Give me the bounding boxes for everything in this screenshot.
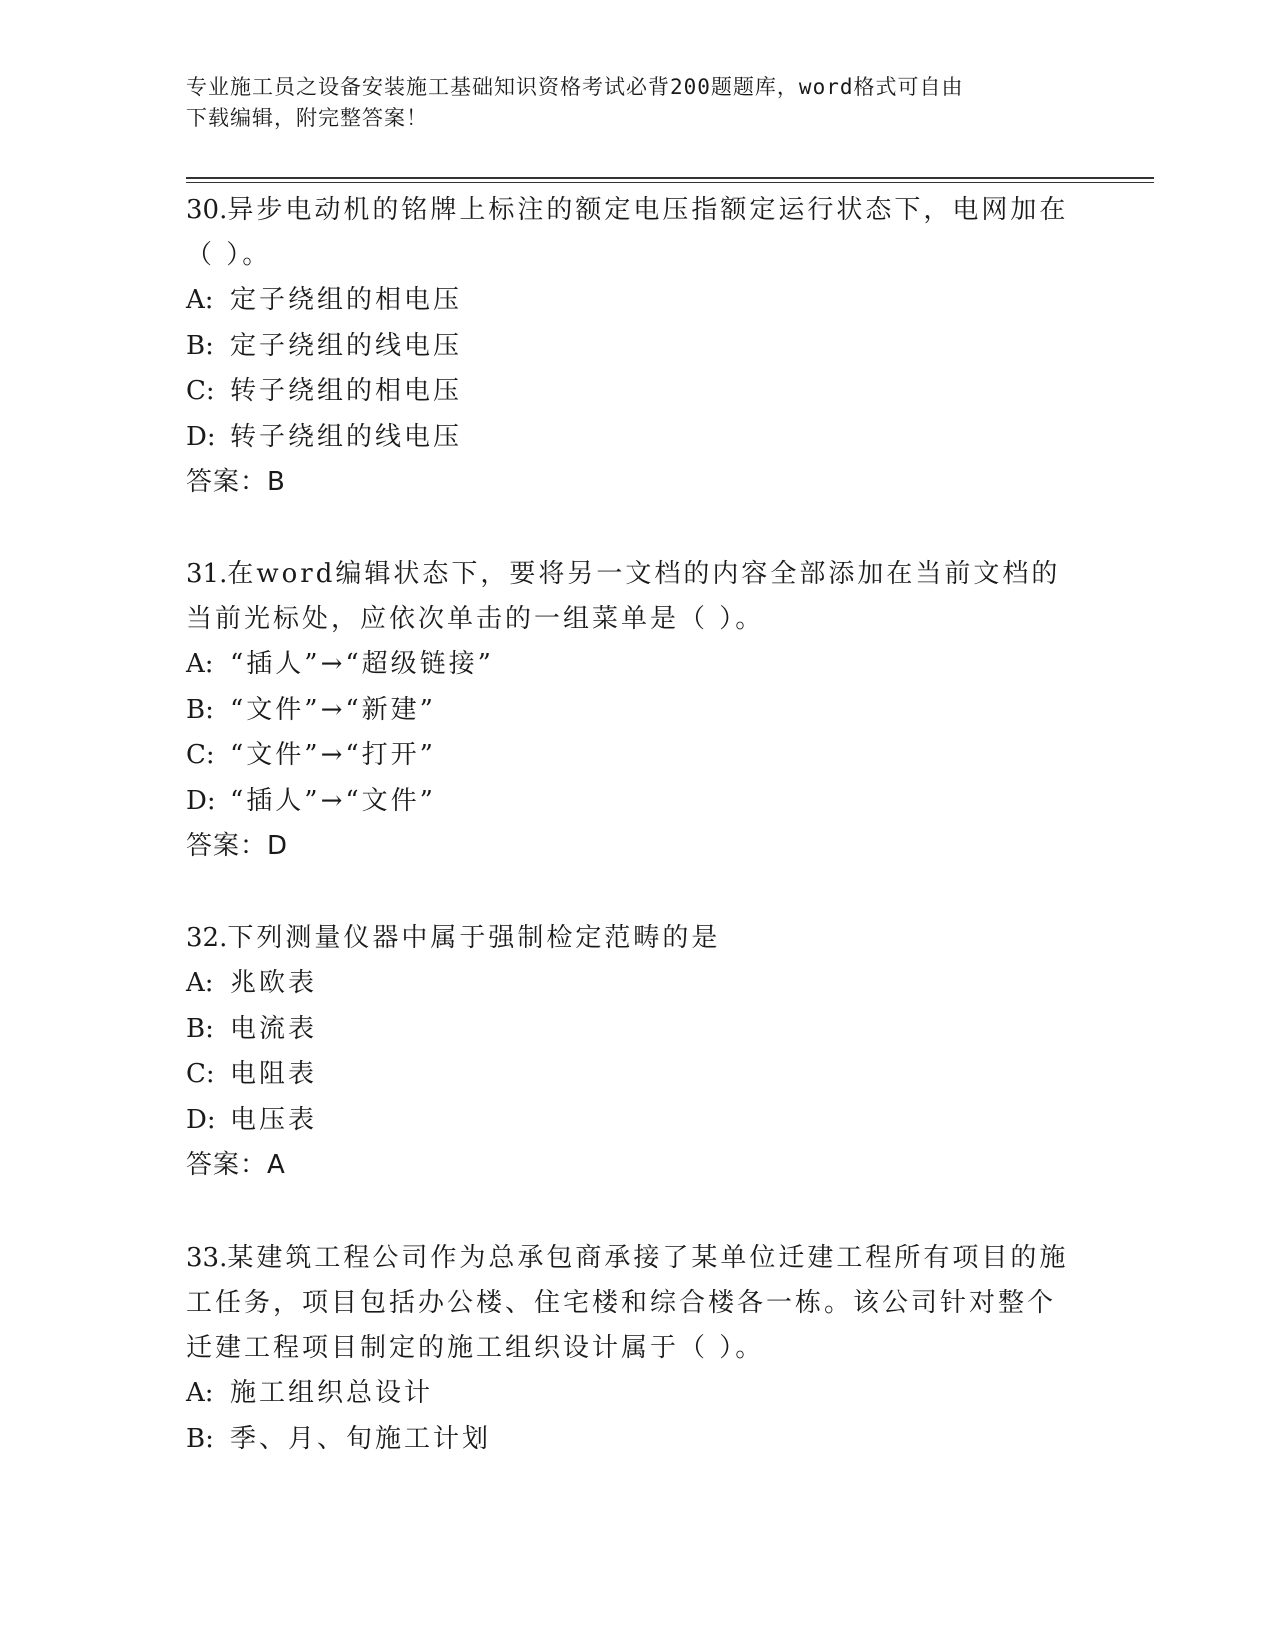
header-line-1: 专业施工员之设备安装施工基础知识资格考试必背200题题库，word格式可自由 bbox=[186, 75, 964, 99]
option-c bbox=[186, 1052, 1076, 1098]
option-letter: A: bbox=[186, 1378, 214, 1408]
option-letter: A: bbox=[186, 649, 214, 679]
header-divider-thin bbox=[186, 182, 1154, 183]
header-line-2: 下载编辑，附完整答案！ bbox=[186, 106, 428, 130]
question-stem-line-2: 当前光标处，应依次单击的一组菜单是（ ）。 bbox=[186, 604, 765, 634]
option-letter: B: bbox=[186, 1013, 214, 1044]
option-a bbox=[186, 642, 1076, 688]
option-letter: C: bbox=[186, 740, 215, 770]
option-b bbox=[186, 1007, 1076, 1053]
question-stem-line-2: （ ）。 bbox=[186, 240, 272, 270]
option-d bbox=[186, 415, 1076, 461]
question-stem-text: 异步电动机的铭牌上标注的额定电压指额定运行状态下，电网加在 bbox=[227, 195, 1069, 225]
header-divider-thick bbox=[186, 177, 1154, 179]
answer-key: 答案：A bbox=[186, 1150, 286, 1180]
question-stem-line-1 bbox=[186, 552, 1076, 597]
option-letter: D: bbox=[186, 421, 216, 452]
option-letter: B: bbox=[186, 694, 214, 725]
option-letter: A: bbox=[186, 285, 214, 315]
question-stem bbox=[186, 552, 1076, 642]
option-text: 转子绕组的线电压 bbox=[230, 421, 463, 452]
question-stem-text: 某建筑工程公司作为总承包商承接了某单位迁建工程所有项目的施 bbox=[227, 1243, 1069, 1273]
question-stem bbox=[186, 916, 1076, 961]
option-text: 电阻表 bbox=[230, 1059, 318, 1089]
option-text: 转子绕组的相电压 bbox=[230, 376, 463, 406]
option-letter: A: bbox=[186, 968, 214, 998]
question-stem-text: 在word编辑状态下，要将另一文档的内容全部添加在当前文档的 bbox=[227, 559, 1061, 589]
option-text: 季、月、旬施工计划 bbox=[230, 1423, 492, 1454]
option-c bbox=[186, 369, 1076, 415]
option-text: 电压表 bbox=[230, 1104, 318, 1135]
option-text: “插人”→“超级链接” bbox=[230, 649, 494, 679]
option-letter: D: bbox=[186, 785, 216, 816]
option-text: 定子绕组的相电压 bbox=[230, 285, 463, 315]
question-30 bbox=[186, 188, 1076, 505]
option-text: 定子绕组的线电压 bbox=[230, 330, 463, 361]
option-text: “文件”→“打开” bbox=[230, 740, 436, 770]
option-text: 兆欧表 bbox=[230, 968, 318, 998]
question-stem-text: 下列测量仪器中属于强制检定范畴的是 bbox=[227, 923, 721, 953]
answer-key: 答案：D bbox=[186, 831, 289, 861]
option-text: “插人”→“文件” bbox=[230, 785, 436, 816]
question-stem-line-3: 迁建工程项目制定的施工组织设计属于（ ）。 bbox=[186, 1333, 765, 1363]
option-b bbox=[186, 1417, 1076, 1463]
question-stem bbox=[186, 1236, 1076, 1371]
option-b bbox=[186, 688, 1076, 734]
option-letter: B: bbox=[186, 330, 214, 361]
question-stem-line-1 bbox=[186, 916, 1076, 961]
option-c bbox=[186, 733, 1076, 779]
question-31 bbox=[186, 552, 1076, 869]
option-text: “文件”→“新建” bbox=[230, 694, 436, 725]
question-stem-line-1 bbox=[186, 188, 1076, 233]
option-text: 电流表 bbox=[230, 1013, 318, 1044]
header-note bbox=[186, 72, 1066, 134]
option-a bbox=[186, 1371, 1076, 1417]
question-number: 30. bbox=[186, 195, 228, 225]
question-stem-line-1 bbox=[186, 1236, 1076, 1281]
option-letter: C: bbox=[186, 1059, 215, 1089]
question-33 bbox=[186, 1236, 1076, 1462]
option-letter: C: bbox=[186, 376, 215, 406]
option-text: 施工组织总设计 bbox=[230, 1378, 434, 1408]
question-number: 32. bbox=[186, 923, 228, 953]
option-letter: B: bbox=[186, 1423, 214, 1454]
answer-key: 答案：B bbox=[186, 467, 286, 497]
question-stem bbox=[186, 188, 1076, 278]
question-stem-line-2: 工任务，项目包括办公楼、住宅楼和综合楼各一栋。该公司针对整个 bbox=[186, 1288, 1057, 1318]
question-number: 31. bbox=[186, 559, 228, 589]
option-a bbox=[186, 278, 1076, 324]
option-d bbox=[186, 1098, 1076, 1144]
option-b bbox=[186, 324, 1076, 370]
option-a bbox=[186, 961, 1076, 1007]
question-32 bbox=[186, 916, 1076, 1188]
question-number: 33. bbox=[186, 1243, 228, 1273]
option-letter: D: bbox=[186, 1104, 216, 1135]
option-d bbox=[186, 779, 1076, 825]
